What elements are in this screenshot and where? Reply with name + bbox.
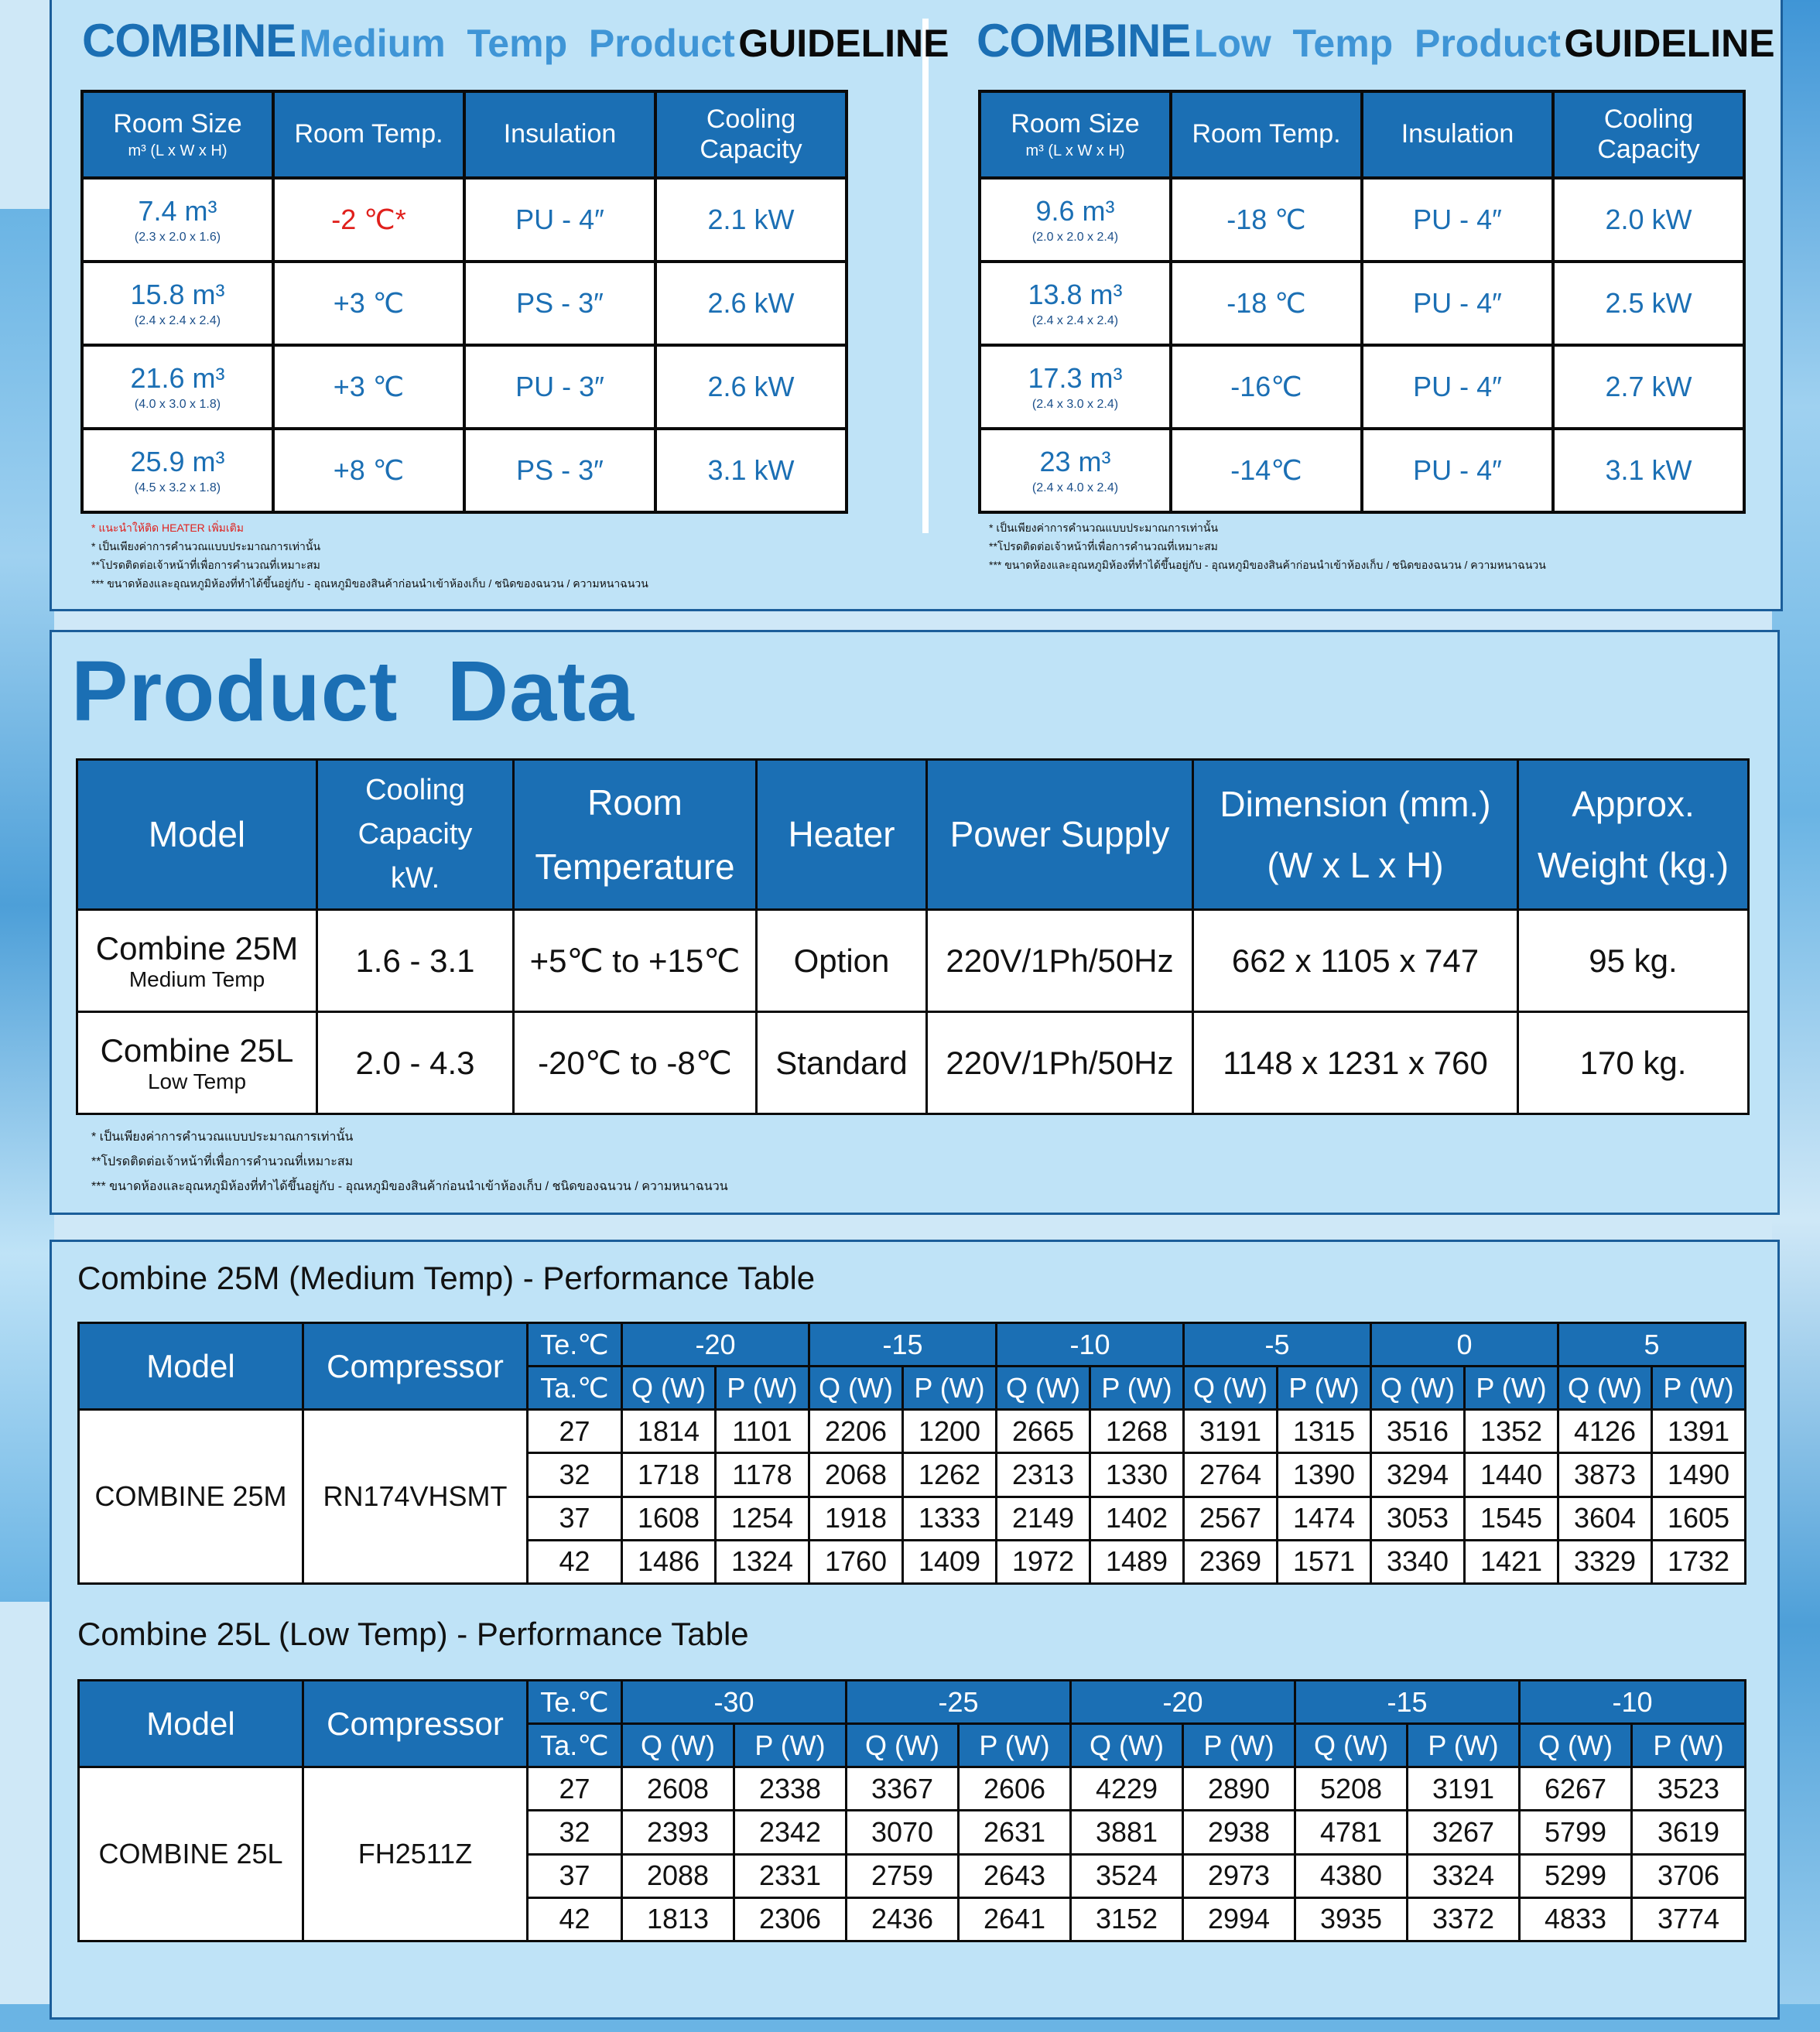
header-p: P (W) <box>903 1367 997 1410</box>
subtitle-text: Low Temp Product <box>1193 22 1561 65</box>
perf-25m-table <box>77 1322 1746 1585</box>
table-row: 42 1813 2306 2436 2641 3152 2994 3935 3372 4833 3774 <box>79 1897 1746 1941</box>
header-compressor: Compressor <box>303 1681 528 1767</box>
room-temp-cell: -2 ℃* <box>273 178 464 262</box>
brand-text: COMBINE <box>82 15 296 67</box>
header-room-size-unit: m³ (L x W x H) <box>1025 142 1125 160</box>
header-q: Q (W) <box>1520 1724 1632 1767</box>
table-row: 37 1608 1254 1918 1333 2149 1402 2567 1474 3053 1545 3604 1605 <box>79 1497 1746 1540</box>
table-row: Combine 25M Medium Temp 1.6 - 3.1 +5℃ to +15℃ Option 220V/1Ph/50Hz 662 x 1105 x 747 95 kg. <box>77 910 1749 1012</box>
table-row: 32 1718 1178 2068 1262 2313 1330 2764 1390 3294 1440 3873 1490 <box>79 1453 1746 1497</box>
header-te: Te.℃ <box>528 1681 622 1724</box>
compressor-cell: RN174VHSMT <box>303 1410 528 1584</box>
guideline-divider <box>922 19 929 533</box>
header-model: Model <box>77 760 317 910</box>
header-te-value: -10 <box>1520 1681 1746 1724</box>
header-q: Q (W) <box>997 1367 1090 1410</box>
table-row: 21.6 m³ (4.0 x 3.0 x 1.8) +3 ℃ PU - 3″ 2.6 kW <box>82 345 847 429</box>
table-row: 9.6 m³ (2.0 x 2.0 x 2.4) -18 ℃ PU - 4″ 2.0 kW <box>980 178 1744 262</box>
header-q: Q (W) <box>809 1367 903 1410</box>
table-row: 13.8 m³ (2.4 x 2.4 x 2.4) -18 ℃ PU - 4″ 2.5 kW <box>980 262 1744 345</box>
table-row: 17.3 m³ (2.4 x 3.0 x 2.4) -16℃ PU - 4″ 2.7 kW <box>980 345 1744 429</box>
low-guideline-table <box>978 90 1746 514</box>
low-guideline-title <box>977 14 1775 67</box>
header-q: Q (W) <box>1558 1367 1652 1410</box>
table-row: COMBINE 25M RN174VHSMT 27 1814 1101 2206 1200 2665 1268 3191 1315 3516 1352 4126 1391 <box>79 1410 1746 1453</box>
header-cooling: Cooling Capacity <box>1553 91 1744 178</box>
header-te-value: 5 <box>1558 1323 1746 1367</box>
suffix-text: GUIDELINE <box>1564 22 1775 65</box>
header-cooling: Cooling Capacity <box>655 91 847 178</box>
header-te-value: -25 <box>847 1681 1071 1724</box>
header-p: P (W) <box>959 1724 1071 1767</box>
header-te-value: -20 <box>1071 1681 1295 1724</box>
header-q: Q (W) <box>622 1724 734 1767</box>
perf-25l-title: Combine 25L (Low Temp) - Performance Table <box>77 1616 749 1652</box>
header-p: P (W) <box>1408 1724 1520 1767</box>
header-room-temp: Room Temp. <box>273 91 464 178</box>
header-te-value: -5 <box>1184 1323 1371 1367</box>
header-room-size: Room Size m³ (L x W x H) <box>82 91 273 178</box>
header-q: Q (W) <box>1184 1367 1278 1410</box>
header-q: Q (W) <box>1071 1724 1183 1767</box>
header-q: Q (W) <box>1295 1724 1408 1767</box>
header-insulation: Insulation <box>464 91 655 178</box>
header-p: P (W) <box>734 1724 847 1767</box>
medium-guideline-table <box>80 90 848 514</box>
table-row: 32 2393 2342 3070 2631 3881 2938 4781 3267 5799 3619 <box>79 1811 1746 1854</box>
medium-guideline-notes: * แนะนำให้ติด HEATER เพิ่มเติม * เป็นเพียงค่าการคำนวณแบบประมาณการเท่านั้น **โปรดติดต่อเจ้าหน้าที่เพื่อการคำนวณที่เหมาะสม *** ขนาดห้องและอุณหภูมิห้องที่ทำได้ขึ้นอยู่กับ - อุณหภูมิของสินค้าก่อนนำเข้าห้องเก็บ / ชนิดของฉนวน / ความหนาฉนวน <box>91 522 648 590</box>
header-compressor: Compressor <box>303 1323 528 1410</box>
product-data-table <box>76 758 1750 1115</box>
header-room-temperature: Room Temperature <box>514 760 757 910</box>
perf-25l-table <box>77 1679 1746 1942</box>
header-p: P (W) <box>1183 1724 1295 1767</box>
low-guideline-notes: * เป็นเพียงค่าการคำนวณแบบประมาณการเท่านั้น **โปรดติดต่อเจ้าหน้าที่เพื่อการคำนวณที่เหมาะสม *** ขนาดห้องและอุณหภูมิห้องที่ทำได้ขึ้นอยู่กับ - อุณหภูมิของสินค้าก่อนนำเข้าห้องเก็บ / ชนิดของฉนวน / ความหนาฉนวน <box>989 522 1546 571</box>
header-ta: Ta.℃ <box>528 1724 622 1767</box>
header-p: P (W) <box>1652 1367 1746 1410</box>
brand-text: COMBINE <box>977 15 1191 67</box>
header-room-size-unit: m³ (L x W x H) <box>128 142 228 160</box>
header-te-value: -10 <box>997 1323 1184 1367</box>
header-weight: Approx. Weight (kg.) <box>1518 760 1749 910</box>
table-row: 7.4 m³ (2.3 x 2.0 x 1.6) -2 ℃* PU - 4″ 2.1 kW <box>82 178 847 262</box>
header-power-supply: Power Supply <box>927 760 1193 910</box>
header-q: Q (W) <box>622 1367 716 1410</box>
model-cell: COMBINE 25L <box>79 1767 303 1941</box>
header-p: P (W) <box>716 1367 809 1410</box>
header-te: Te.℃ <box>528 1323 622 1367</box>
page-title: Product Data <box>71 644 635 739</box>
product-data-notes: * เป็นเพียงค่าการคำนวณแบบประมาณการเท่านั้น **โปรดติดต่อเจ้าหน้าที่เพื่อการคำนวณที่เหมาะสม *** ขนาดห้องและอุณหภูมิห้องที่ทำได้ขึ้นอยู่กับ - อุณหภูมิของสินค้าก่อนนำเข้าห้องเก็บ / ชนิดของฉนวน / ความหนาฉนวน <box>91 1131 728 1193</box>
header-te-value: -15 <box>809 1323 997 1367</box>
table-row: 23 m³ (2.4 x 4.0 x 2.4) -14℃ PU - 4″ 3.1 kW <box>980 429 1744 512</box>
header-p: P (W) <box>1278 1367 1371 1410</box>
header-dimension: Dimension (mm.) (W x L x H) <box>1193 760 1518 910</box>
subtitle-text: Medium Temp Product <box>299 22 735 65</box>
header-q: Q (W) <box>1371 1367 1465 1410</box>
header-ta: Ta.℃ <box>528 1367 622 1410</box>
header-te-value: 0 <box>1371 1323 1558 1367</box>
perf-25m-title: Combine 25M (Medium Temp) - Performance Table <box>77 1260 816 1296</box>
header-te-value: -20 <box>622 1323 809 1367</box>
header-p: P (W) <box>1632 1724 1746 1767</box>
model-cell: COMBINE 25M <box>79 1410 303 1584</box>
table-row: 37 2088 2331 2759 2643 3524 2973 4380 3324 5299 3706 <box>79 1854 1746 1897</box>
header-room-size: Room Size m³ (L x W x H) <box>980 91 1171 178</box>
header-insulation: Insulation <box>1362 91 1553 178</box>
header-cooling: Cooling Capacity kW. <box>317 760 514 910</box>
table-row: Combine 25L Low Temp 2.0 - 4.3 -20℃ to -8℃ Standard 220V/1Ph/50Hz 1148 x 1231 x 760 170 kg. <box>77 1012 1749 1114</box>
header-te-value: -30 <box>622 1681 847 1724</box>
header-room-temp: Room Temp. <box>1171 91 1362 178</box>
compressor-cell: FH2511Z <box>303 1767 528 1941</box>
suffix-text: GUIDELINE <box>738 22 949 65</box>
medium-guideline-title <box>82 14 949 67</box>
header-q: Q (W) <box>847 1724 959 1767</box>
bg-stripe <box>0 209 54 1602</box>
header-model: Model <box>79 1323 303 1410</box>
header-te-value: -15 <box>1295 1681 1520 1724</box>
header-p: P (W) <box>1090 1367 1184 1410</box>
table-row: 15.8 m³ (2.4 x 2.4 x 2.4) +3 ℃ PS - 3″ 2.6 kW <box>82 262 847 345</box>
table-row: COMBINE 25L FH2511Z 27 2608 2338 3367 2606 4229 2890 5208 3191 6267 3523 <box>79 1767 1746 1811</box>
table-row: 25.9 m³ (4.5 x 3.2 x 1.8) +8 ℃ PS - 3″ 3.1 kW <box>82 429 847 512</box>
header-model: Model <box>79 1681 303 1767</box>
header-heater: Heater <box>757 760 927 910</box>
header-p: P (W) <box>1465 1367 1558 1410</box>
table-row: 42 1486 1324 1760 1409 1972 1489 2369 1571 3340 1421 3329 1732 <box>79 1540 1746 1583</box>
